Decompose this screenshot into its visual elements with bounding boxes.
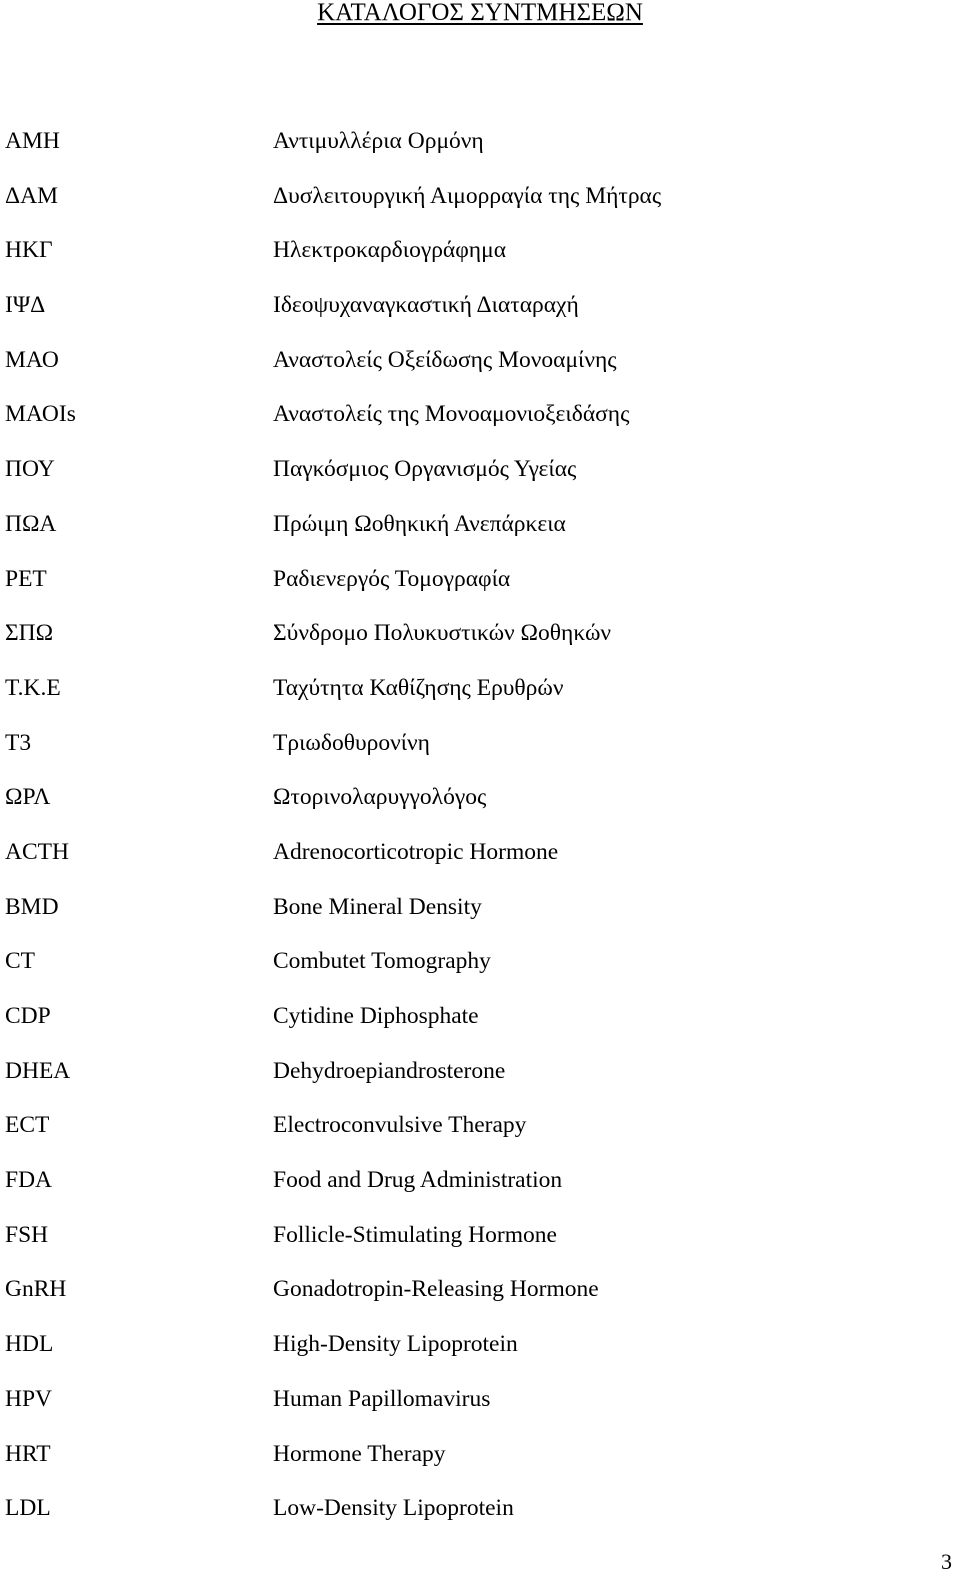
abbreviation-term: ΔΑΜ: [5, 182, 58, 209]
abbreviation-term: FSH: [5, 1221, 49, 1248]
abbreviation-meaning: Dehydroepiandrosterone: [273, 1057, 506, 1084]
abbreviation-term: ΜΑΟΙs: [5, 401, 76, 428]
abbreviation-term: ECT: [5, 1112, 50, 1139]
abbreviation-meaning: Ηλεκτροκαρδιογράφημα: [273, 237, 507, 264]
list-item: [0, 1153, 960, 1208]
abbreviation-term: LDL: [5, 1495, 51, 1522]
list-item: [0, 1427, 960, 1482]
abbreviation-meaning: Πρώιμη Ωοθηκική Ανεπάρκεια: [273, 510, 566, 537]
abbreviation-term: ΠΩΑ: [5, 510, 57, 537]
abbreviation-meaning: Electroconvulsive Therapy: [273, 1112, 527, 1139]
abbreviation-term: ΑΜΗ: [5, 128, 60, 154]
abbreviation-term: HRT: [5, 1440, 51, 1467]
list-item: [0, 442, 960, 497]
abbreviation-meaning: Low-Density Lipoprotein: [273, 1495, 514, 1522]
list-item: [0, 333, 960, 388]
list-item: [0, 1317, 960, 1372]
abbreviation-meaning: Δυσλειτουργική Αιμορραγία της Μήτρας: [273, 182, 662, 209]
abbreviation-list: [0, 114, 960, 1536]
abbreviation-meaning: Gonadotropin-Releasing Hormone: [273, 1276, 599, 1303]
list-item: [0, 880, 960, 935]
page-title: ΚΑΤΑΛΟΓΟΣ ΣΥΝΤΜΗΣΕΩΝ: [317, 0, 643, 26]
abbreviation-meaning: Hormone Therapy: [273, 1440, 446, 1467]
abbreviation-meaning: Food and Drug Administration: [273, 1167, 563, 1194]
abbreviation-term: BMD: [5, 893, 59, 920]
abbreviation-term: Τ3: [5, 729, 32, 756]
list-item: [0, 223, 960, 278]
abbreviation-meaning: Adrenocorticotropic Hormone: [273, 838, 559, 865]
abbreviation-meaning: Ραδιενεργός Τομογραφία: [273, 565, 511, 592]
abbreviation-term: HPV: [5, 1385, 53, 1412]
list-item: [0, 989, 960, 1044]
list-item: [0, 1481, 960, 1536]
list-item: [0, 1372, 960, 1427]
list-item: [0, 114, 960, 169]
abbreviation-meaning: Σύνδρομο Πολυκυστικών Ωοθηκών: [273, 620, 612, 647]
abbreviation-term: DHEA: [5, 1057, 71, 1084]
abbreviation-term: ΣΠΩ: [5, 620, 54, 647]
list-item: [0, 716, 960, 771]
abbreviation-term: HDL: [5, 1331, 54, 1358]
abbreviation-meaning: Follicle-Stimulating Hormone: [273, 1221, 557, 1248]
abbreviation-term: ACTH: [5, 838, 69, 865]
list-item: [0, 497, 960, 552]
page-number: 3: [941, 1549, 952, 1574]
abbreviation-term: ΠΟΥ: [5, 456, 55, 483]
list-item: [0, 169, 960, 224]
list-item: [0, 1044, 960, 1099]
list-item: [0, 1262, 960, 1317]
list-item: [0, 552, 960, 607]
list-item: [0, 661, 960, 716]
abbreviation-meaning: Cytidine Diphosphate: [273, 1003, 479, 1029]
abbreviation-term: CDP: [5, 1003, 51, 1029]
list-item: [0, 606, 960, 661]
abbreviation-term: ΡΕΤ: [5, 565, 47, 592]
abbreviation-term: ΗΚΓ: [5, 237, 53, 264]
abbreviation-meaning: Combutet Tomography: [273, 948, 491, 975]
list-item: [0, 1098, 960, 1153]
list-item: [0, 387, 960, 442]
abbreviation-meaning: Ταχύτητα Καθίζησης Ερυθρών: [273, 674, 564, 701]
abbreviation-term: Τ.Κ.Ε: [5, 674, 61, 701]
abbreviation-meaning: Τριωδοθυρονίνη: [273, 729, 430, 756]
abbreviation-meaning: Human Papillomavirus: [273, 1385, 491, 1412]
abbreviation-meaning: Αναστολείς Οξείδωσης Μονοαμίνης: [273, 346, 617, 373]
abbreviation-meaning: Ιδεοψυχαναγκαστική Διαταραχή: [273, 292, 579, 319]
abbreviation-meaning: Παγκόσμιος Οργανισμός Υγείας: [273, 456, 577, 483]
abbreviation-meaning: Bone Mineral Density: [273, 893, 482, 920]
abbreviation-term: ΜΑΟ: [5, 346, 59, 373]
abbreviation-meaning: Ωτορινολαρυγγολόγος: [273, 784, 487, 811]
list-item: [0, 770, 960, 825]
abbreviation-term: ΩΡΛ: [5, 784, 51, 811]
list-item: [0, 825, 960, 880]
abbreviation-term: CT: [5, 948, 36, 975]
abbreviation-term: ΙΨΔ: [5, 292, 46, 319]
abbreviation-term: FDA: [5, 1167, 53, 1194]
abbreviation-meaning: Αντιμυλλέρια Ορμόνη: [273, 128, 484, 154]
list-item: [0, 1208, 960, 1263]
abbreviation-term: GnRH: [5, 1276, 67, 1303]
abbreviation-meaning: Αναστολείς της Μονοαμονιοξειδάσης: [273, 401, 630, 428]
list-item: [0, 934, 960, 989]
abbreviation-meaning: High-Density Lipoprotein: [273, 1331, 518, 1358]
list-item: [0, 278, 960, 333]
